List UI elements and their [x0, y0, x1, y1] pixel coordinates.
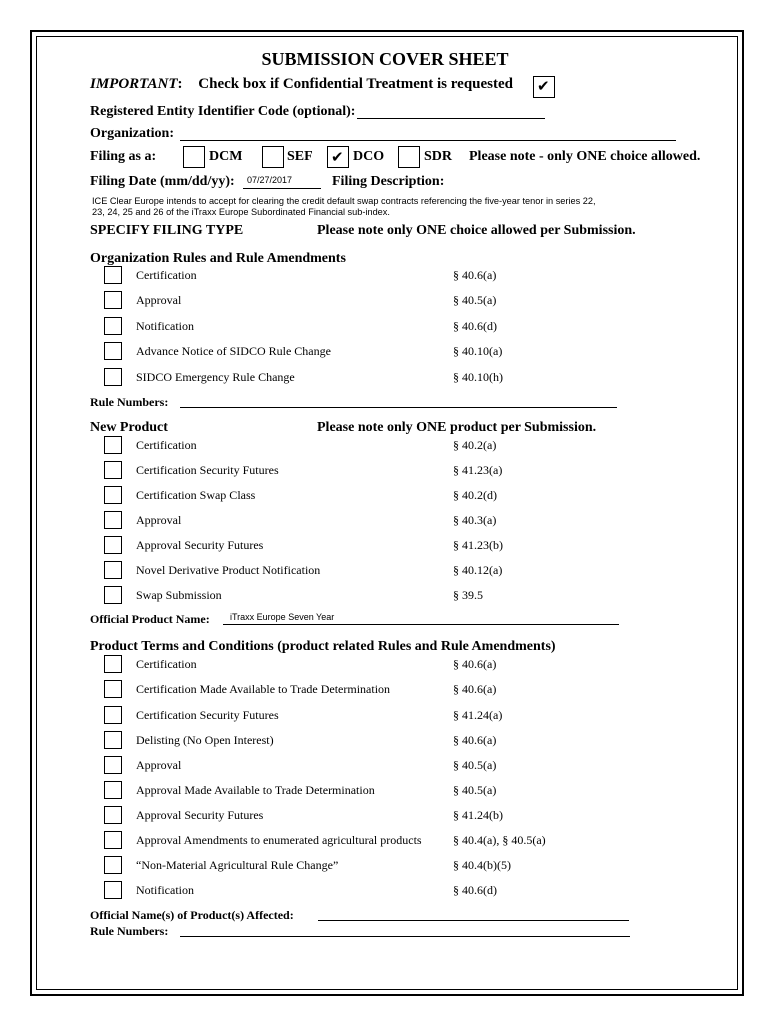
pt-certification-section: § 40.6(a) [453, 657, 497, 671]
np-swap-submission-section: § 39.5 [453, 588, 483, 602]
official-product-name-value: iTraxx Europe Seven Year [230, 612, 335, 622]
filing-description-line2: 23, 24, 25 and 26 of the iTraxx Europe Subordinated Financial sub-index. [92, 207, 390, 217]
pt-approval-security-futures-section: § 41.24(b) [453, 808, 503, 822]
important-label: IMPORTANT [90, 76, 178, 92]
reic-field[interactable] [357, 118, 545, 119]
pt-cert-security-futures-section: § 41.24(a) [453, 708, 503, 722]
page-title: SUBMISSION COVER SHEET [261, 49, 509, 69]
filing-sef-checkbox[interactable] [262, 146, 284, 168]
pt-approval-mat-checkbox[interactable] [104, 781, 122, 799]
np-cert-security-futures-section: § 41.23(a) [453, 463, 503, 477]
pt-delisting-section: § 40.6(a) [453, 733, 497, 747]
np-approval-label: Approval [136, 513, 182, 527]
org-advance-notice-section: § 40.10(a) [453, 344, 503, 358]
official-product-name-label: Official Product Name: [90, 612, 210, 626]
org-notification-checkbox[interactable] [104, 317, 122, 335]
filing-sdr-label: SDR [424, 149, 453, 164]
pt-rule-numbers-label: Rule Numbers: [90, 924, 169, 938]
filing-dcm-label: DCM [209, 149, 243, 164]
np-approval-security-futures-checkbox[interactable] [104, 536, 122, 554]
np-cert-security-futures-checkbox[interactable] [104, 461, 122, 479]
pt-delisting-checkbox[interactable] [104, 731, 122, 749]
np-approval-checkbox[interactable] [104, 511, 122, 529]
filing-description-line1: ICE Clear Europe intends to accept for clearing the credit default swap contracts referencing the five-year tenor in series 22, [92, 196, 596, 206]
filing-note: Please note - only ONE choice allowed. [469, 149, 701, 164]
important-colon: : [177, 76, 183, 92]
filing-sef-label: SEF [287, 149, 313, 164]
pt-approval-amendments-section: § 40.4(a), § 40.5(a) [453, 833, 546, 847]
confidential-checkbox[interactable] [533, 76, 555, 98]
np-cert-security-futures-label: Certification Security Futures [136, 463, 279, 477]
np-certification-label: Certification [136, 438, 197, 452]
np-approval-section: § 40.3(a) [453, 513, 497, 527]
np-swap-submission-checkbox[interactable] [104, 586, 122, 604]
organization-label: Organization: [90, 126, 174, 141]
org-advance-notice-checkbox[interactable] [104, 342, 122, 360]
org-notification-section: § 40.6(d) [453, 319, 497, 333]
reic-label: Registered Entity Identifier Code (optional): [90, 104, 356, 119]
official-product-name-field[interactable] [223, 624, 619, 625]
pt-cert-mat-section: § 40.6(a) [453, 682, 497, 696]
pt-non-material-label: “Non-Material Agricultural Rule Change” [136, 858, 339, 872]
np-approval-security-futures-label: Approval Security Futures [136, 538, 264, 552]
org-certification-section: § 40.6(a) [453, 268, 497, 282]
np-certification-checkbox[interactable] [104, 436, 122, 454]
np-cert-swap-class-checkbox[interactable] [104, 486, 122, 504]
product-terms-heading: Product Terms and Conditions (product related Rules and Rule Amendments) [90, 639, 556, 654]
pt-non-material-section: § 40.4(b)(5) [453, 858, 511, 872]
np-certification-section: § 40.2(a) [453, 438, 497, 452]
org-approval-checkbox[interactable] [104, 291, 122, 309]
org-sidco-emergency-label: SIDCO Emergency Rule Change [136, 370, 295, 384]
org-advance-notice-label: Advance Notice of SIDCO Rule Change [136, 344, 331, 358]
pt-cert-security-futures-checkbox[interactable] [104, 706, 122, 724]
confidential-row [90, 76, 513, 93]
np-novel-derivative-section: § 40.12(a) [453, 563, 503, 577]
org-approval-section: § 40.5(a) [453, 293, 497, 307]
pt-approval-mat-section: § 40.5(a) [453, 783, 497, 797]
pt-certification-checkbox[interactable] [104, 655, 122, 673]
new-product-heading: New Product [90, 420, 168, 435]
check-icon: ✔ [537, 77, 550, 95]
np-novel-derivative-label: Novel Derivative Product Notification [136, 563, 321, 577]
pt-rule-numbers-field[interactable] [180, 936, 630, 937]
new-product-note: Please note only ONE product per Submission. [317, 420, 597, 435]
filing-as-label: Filing as a: [90, 149, 157, 164]
pt-certification-label: Certification [136, 657, 197, 671]
pt-approval-amendments-label: Approval Amendments to enumerated agricultural products [136, 833, 422, 847]
filing-date-value: 07/27/2017 [247, 175, 293, 185]
pt-approval-amendments-checkbox[interactable] [104, 831, 122, 849]
pt-approval-label: Approval [136, 758, 182, 772]
org-certification-label: Certification [136, 268, 197, 282]
np-approval-security-futures-section: § 41.23(b) [453, 538, 503, 552]
org-rule-numbers-label: Rule Numbers: [90, 395, 169, 409]
products-affected-field[interactable] [318, 920, 629, 921]
org-approval-label: Approval [136, 293, 182, 307]
pt-cert-mat-checkbox[interactable] [104, 680, 122, 698]
org-notification-label: Notification [136, 319, 194, 333]
pt-approval-security-futures-label: Approval Security Futures [136, 808, 264, 822]
confidential-text: Check box if Confidential Treatment is requested [198, 76, 513, 92]
pt-notification-label: Notification [136, 883, 194, 897]
products-affected-label: Official Name(s) of Product(s) Affected: [90, 908, 294, 922]
org-rules-heading: Organization Rules and Rule Amendments [90, 251, 346, 266]
pt-notification-checkbox[interactable] [104, 881, 122, 899]
pt-notification-section: § 40.6(d) [453, 883, 497, 897]
pt-delisting-label: Delisting (No Open Interest) [136, 733, 274, 747]
org-certification-checkbox[interactable] [104, 266, 122, 284]
pt-cert-mat-label: Certification Made Available to Trade Determination [136, 682, 391, 696]
np-novel-derivative-checkbox[interactable] [104, 561, 122, 579]
filing-date-field[interactable] [243, 188, 321, 189]
organization-field[interactable] [180, 140, 676, 141]
filing-date-label: Filing Date (mm/dd/yy): [90, 174, 235, 189]
check-icon: ✔ [331, 148, 344, 166]
pt-approval-security-futures-checkbox[interactable] [104, 806, 122, 824]
filing-sdr-checkbox[interactable] [398, 146, 420, 168]
filing-description-label: Filing Description: [332, 174, 445, 189]
pt-non-material-checkbox[interactable] [104, 856, 122, 874]
pt-approval-mat-label: Approval Made Available to Trade Determination [136, 783, 375, 797]
specify-filing-type-label: SPECIFY FILING TYPE [90, 223, 244, 238]
np-cert-swap-class-section: § 40.2(d) [453, 488, 497, 502]
org-rule-numbers-field[interactable] [180, 407, 617, 408]
np-cert-swap-class-label: Certification Swap Class [136, 488, 256, 502]
filing-dco-checkbox[interactable] [327, 146, 349, 168]
org-sidco-emergency-checkbox[interactable] [104, 368, 122, 386]
pt-cert-security-futures-label: Certification Security Futures [136, 708, 279, 722]
filing-dcm-checkbox[interactable] [183, 146, 205, 168]
org-sidco-emergency-section: § 40.10(h) [453, 370, 503, 384]
pt-approval-section: § 40.5(a) [453, 758, 497, 772]
pt-approval-checkbox[interactable] [104, 756, 122, 774]
np-swap-submission-label: Swap Submission [136, 588, 222, 602]
specify-filing-type-note: Please note only ONE choice allowed per Submission. [317, 223, 636, 238]
filing-dco-label: DCO [353, 149, 385, 164]
